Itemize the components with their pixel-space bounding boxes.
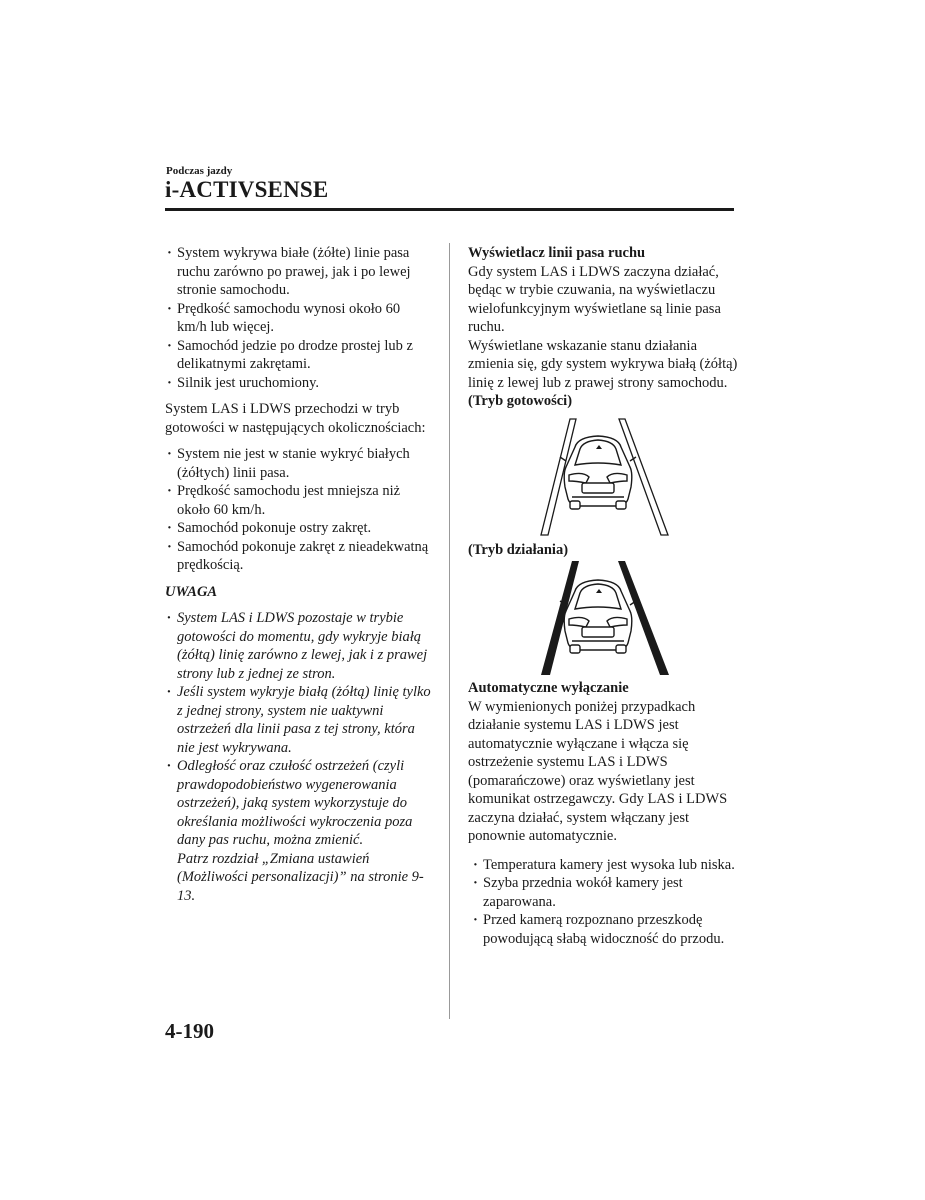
list-item: · Szyba przednia wokół kamery jest zaparowana.	[471, 874, 738, 911]
list-item: · Samochód jedzie po drodze prostej lub z delikatnymi zakrętami.	[165, 337, 433, 374]
list-item: · Jeśli system wykryje białą (żółtą) linię tylko z jednej strony, system nie uaktywni ostrzeżeń dla linii pasa z tej strony, która nie jest wykrywana.	[165, 683, 433, 757]
display-heading: Wyświetlacz linii pasa ruchu	[468, 245, 646, 261]
auto-off-paragraph: W wymienionych poniżej przypadkach działanie systemu LAS i LDWS jest automatycznie wyłączane i włącza się ostrzeżenie systemu LAS i LDWS (pomarańczowe) oraz wyświetlany jest komunikat ostrzegawczy. Gdy LAS i LDWS zaczyna działać, system włączany jest ponownie automatycznie.	[468, 698, 728, 844]
standby-mode-figure	[468, 411, 738, 541]
note-reference: Patrz rozdział „Zmiana ustawień (Możliwości personalizacji)” na stronie 9-13.	[177, 850, 424, 904]
auto-off-list	[471, 856, 738, 949]
page-title: i-ACTIVSENSE	[165, 177, 329, 202]
page-number: 4-190	[165, 1019, 214, 1043]
list-item: · System nie jest w stanie wykryć białych (żółtych) linii pasa.	[165, 445, 433, 482]
list-item: · Silnik jest uruchomiony.	[165, 374, 433, 393]
active-mode-label: (Tryb działania)	[468, 541, 569, 558]
list-item: · Temperatura kamery jest wysoka lub niska.	[471, 856, 738, 875]
left-column	[165, 244, 433, 905]
title-rule	[165, 208, 734, 211]
standby-conditions-list	[165, 445, 433, 575]
auto-off-heading: Automatyczne wyłączanie	[468, 680, 629, 696]
list-item: · System LAS i LDWS pozostaje w trybie gotowości do momentu, gdy wykryje białą (żółtą) linię zarówno z lewej, jak i z prawej strony lub z jednej ze stron.	[165, 609, 433, 683]
list-item: · System wykrywa białe (żółte) linie pasa ruchu zarówno po prawej, jak i po lewej stronie samochodu.	[165, 244, 433, 300]
section-label: Podczas jazdy	[166, 165, 233, 177]
note-title: UWAGA	[165, 583, 218, 600]
standby-paragraph: System LAS i LDWS przechodzi w tryb gotowości w następujących okolicznościach:	[165, 401, 426, 436]
list-item: · Przed kamerą rozpoznano przeszkodę powodującą słabą widoczność do przodu.	[471, 911, 738, 948]
list-item: · Prędkość samochodu jest mniejsza niż około 60 km/h.	[165, 482, 433, 519]
right-column	[468, 244, 738, 948]
standby-mode-label: (Tryb gotowości)	[468, 393, 573, 409]
list-item: · Samochód pokonuje ostry zakręt.	[165, 519, 433, 538]
note-list	[165, 609, 433, 850]
conditions-list	[165, 244, 433, 392]
list-item: · Samochód pokonuje zakręt z nieadekwatną prędkością.	[165, 538, 433, 575]
standby-lane-diagram	[468, 411, 738, 541]
column-divider	[449, 243, 450, 1019]
list-item: · Odległość oraz czułość ostrzeżeń (czyli prawdopodobieństwo wygenerowania ostrzeżeń), jaką system wykorzystuje do określania możliwości wykroczenia poza dany pas ruchu, można zmienić.	[165, 757, 433, 850]
list-item: · Prędkość samochodu wynosi około 60 km/h lub więcej.	[165, 300, 433, 337]
active-lane-diagram	[468, 559, 738, 679]
display-paragraph: Gdy system LAS i LDWS zaczyna działać, będąc w trybie czuwania, na wyświetlaczu wielofunkcyjnym wyświetlane są linie pasa ruchu.	[468, 263, 721, 335]
display-paragraph: Wyświetlane wskazanie stanu działania zmienia się, gdy system wykrywa białą (żółtą) linię z lewej lub z prawej strony samochodu.	[468, 337, 738, 391]
active-mode-figure	[468, 559, 738, 679]
